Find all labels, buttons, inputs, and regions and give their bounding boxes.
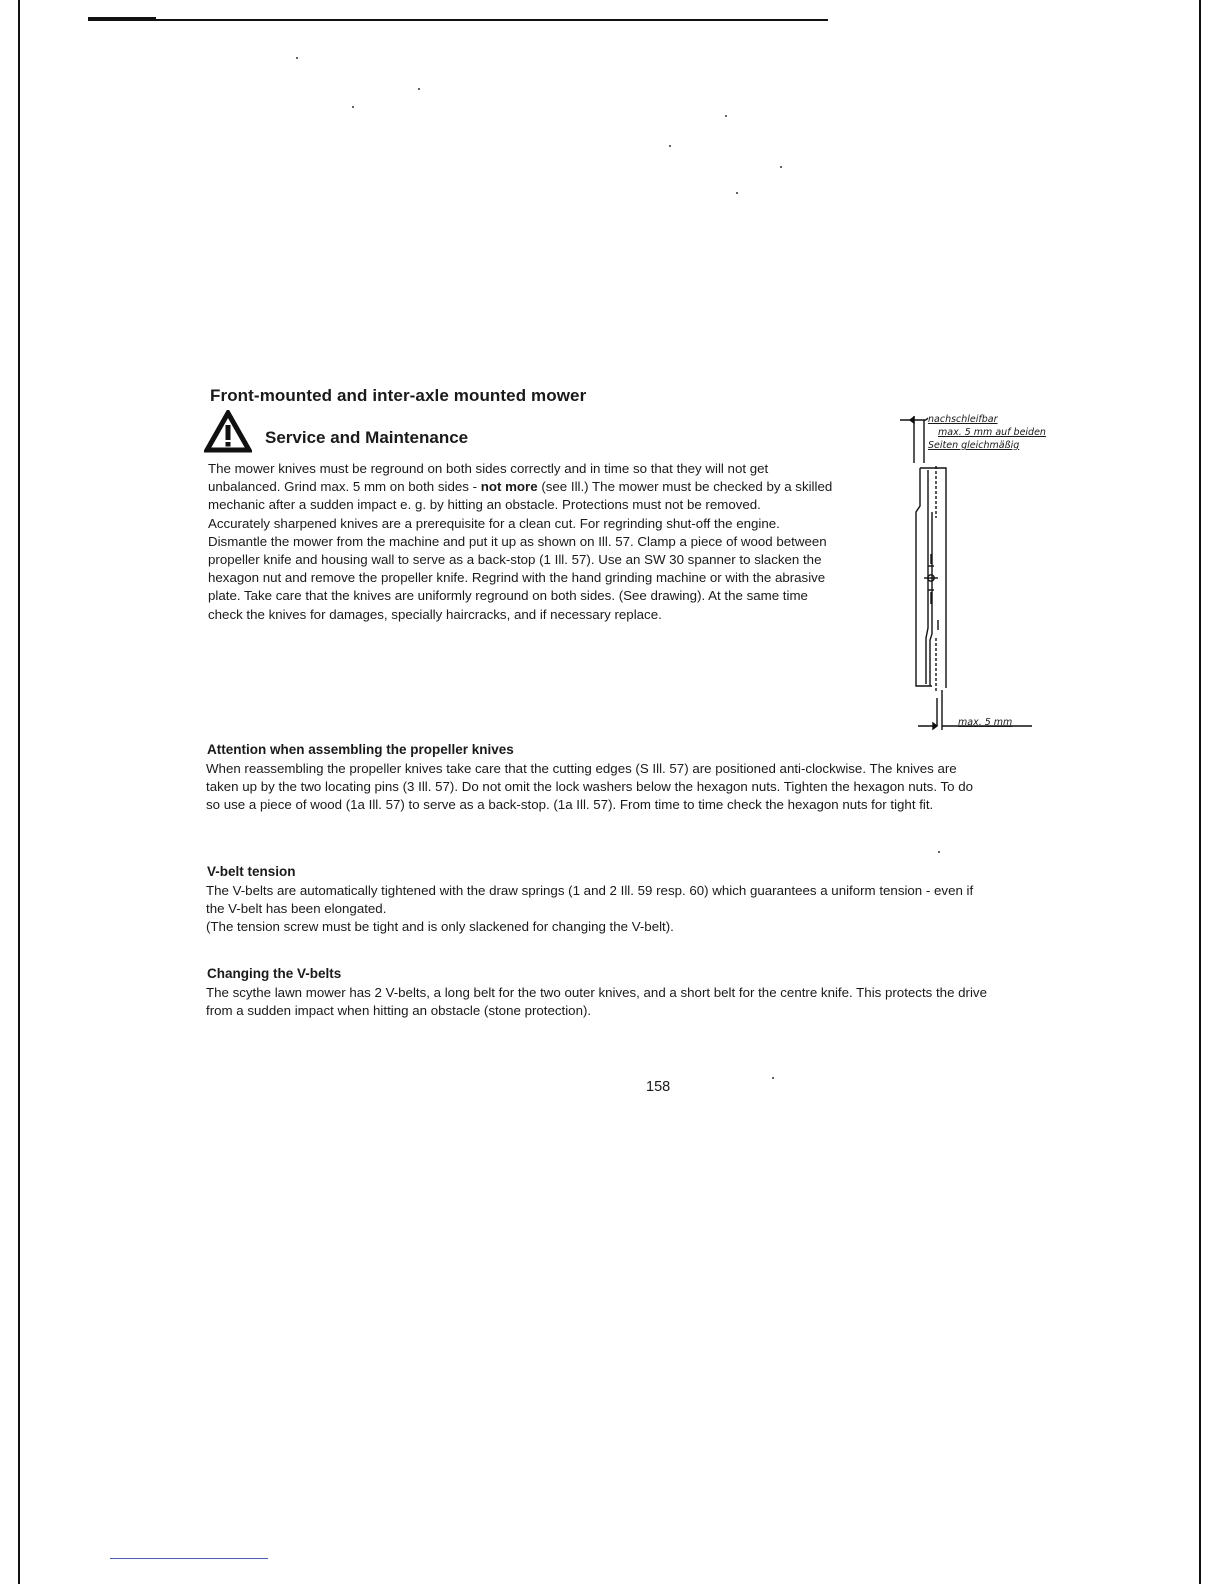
diagram-label-max-5mm: max. 5 mm (958, 717, 1013, 728)
scan-speck (736, 192, 738, 194)
changing-vbelts-heading: Changing the V-belts (207, 966, 342, 981)
scan-speck (418, 88, 420, 90)
intro-text-end: (see Ill.) The mower must be checked by a skilled mechanic after a sudden impact e. g. by hitting an obstacle. Protections must not be removed. (208, 479, 833, 513)
regrinding-text: Accurately sharpened knives are a prerequisite for a clean cut. For regrinding shut-off the engine. Dismantle the mower from the machine and put it up as shown on Ill. 57. Clamp a piece of wood between propeller knife and housing wall to serve as a back-stop (1 Ill. 57). Use an SW 30 spanner to slacken the hexagon nut and remove the propeller knife. Regrind with the hand grinding machine or with the abrasive plate. Take care that the knives are uniformly reground on both sides. (See drawing). At the same time check the knives for damages, specially haircracks, and if necessary replace. (208, 515, 827, 622)
vbelt-tension-paragraph (206, 882, 976, 937)
attention-paragraph: When reassembling the propeller knives take care that the cutting edges (S Ill. 57) are positioned anti-clockwise. The knives are taken up by the two locating pins (3 Ill. 57). Do not omit the lock washers below the hexagon nuts. Tighten the hexagon nuts. To do so use a piece of wood (1a Ill. 57) to serve as a back-stop. (1a Ill. 57). From time to time check the hexagon nuts for tight fit. (206, 761, 974, 813)
page-number: 158 (646, 1079, 671, 1095)
diagram-label-evenly: Seiten gleichmäßig (928, 440, 1020, 451)
scan-speck (352, 106, 354, 108)
scan-speck (780, 166, 782, 168)
warning-icon (204, 410, 252, 453)
vbelt-tension-text: The V-belts are automatically tightened with the draw springs (1 and 2 Ill. 59 resp. 60) which guarantees a uniform tension - even if the V-belt has been elongated. (206, 883, 974, 917)
section-subtitle: Service and Maintenance (265, 428, 469, 447)
scan-speck (772, 1077, 774, 1079)
attention-heading: Attention when assembling the propeller knives (207, 742, 514, 757)
scan-speck (296, 57, 298, 59)
intro-text-start: The mower knives must be reground on both sides correctly and in time so that they will not get unbalanced. Grind max. 5 mm on both sides - (208, 461, 769, 495)
scan-speck (725, 115, 727, 117)
page-frame-right (1199, 0, 1201, 1584)
page-frame-left (18, 0, 20, 1584)
maintenance-paragraph (208, 460, 838, 624)
scan-speck (938, 851, 940, 853)
knife-diagram (896, 408, 1106, 738)
diagram-label-max-both-sides: max. 5 mm auf beiden (938, 427, 1046, 438)
top-rule (88, 19, 828, 21)
page-title: Front-mounted and inter-axle mounted mower (210, 386, 587, 405)
diagram-label-regrindable: nachschleifbar (928, 414, 998, 425)
bottom-rule (110, 1558, 268, 1559)
intro-bold: not more (480, 479, 538, 495)
scan-speck (669, 145, 671, 147)
changing-vbelts-paragraph: The scythe lawn mower has 2 V-belts, a long belt for the two outer knives, and a short belt for the centre knife. This protects the drive from a sudden impact when hitting an obstacle (stone protection). (206, 985, 987, 1019)
vbelt-tension-note: (The tension screw must be tight and is only slackened for changing the V-belt). (206, 919, 674, 935)
vbelt-tension-heading: V-belt tension (207, 864, 296, 879)
